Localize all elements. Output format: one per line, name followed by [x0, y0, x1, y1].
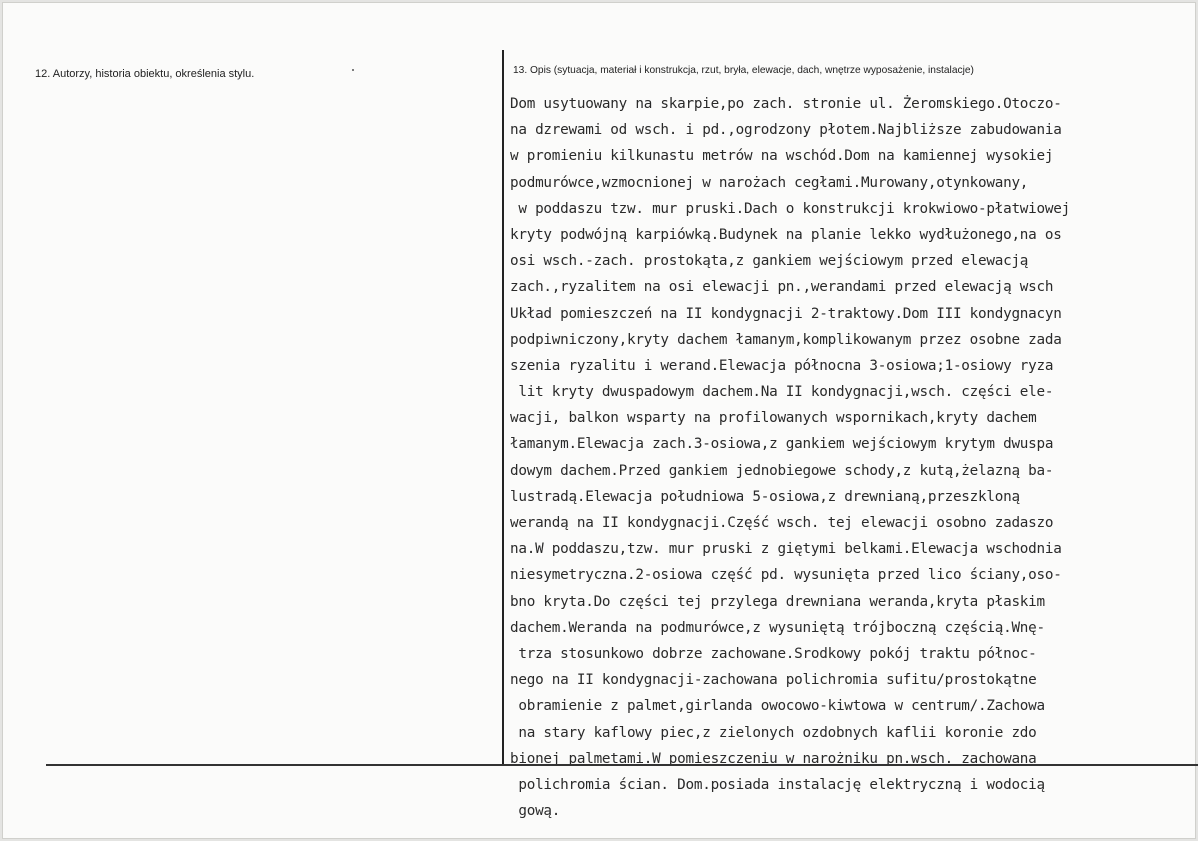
typed-line: na stary kaflowy piec,z zielonych ozdobnych kaflii koronie zdo	[510, 724, 1037, 741]
typed-line: kryty podwójną karpiówką.Budynek na planie lekko wydłużonego,na os	[510, 226, 1062, 243]
typed-line: obramienie z palmet,girlanda owocowo-kiwtowa w centrum/.Zachowa	[510, 698, 1045, 715]
typed-line: w promieniu kilkunastu metrów na wschód.Dom na kamiennej wysokiej	[510, 148, 1054, 165]
typed-line: Dom usytuowany na skarpie,po zach. stronie ul. Żeromskiego.Otoczo-	[510, 96, 1062, 112]
typed-line: lit kryty dwuspadowym dachem.Na II kondygnacji,wsch. części ele-	[510, 384, 1054, 401]
typed-line: polichromia ścian. Dom.posiada instalację elektryczną i wodocią	[510, 776, 1045, 793]
typed-line: bionej palmetami.W pomieszczeniu w narożniku pn.wsch. zachowana	[510, 750, 1037, 767]
typed-line: podmurówce,wzmocnionej w narożach cegłami.Murowany,otynkowany,	[510, 174, 1029, 191]
typed-line: lustradą.Elewacja południowa 5-osiowa,z drewnianą,przeszkloną	[510, 488, 1020, 505]
typed-line: łamanym.Elewacja zach.3-osiowa,z gankiem wejściowym krytym dwuspa	[510, 436, 1054, 453]
document-page	[2, 2, 1196, 839]
ink-speck	[352, 69, 354, 71]
typed-line: na.W poddaszu,tzw. mur pruski z giętymi belkami.Elewacja wschodnia	[510, 541, 1062, 558]
section-13-description	[510, 91, 1198, 824]
typed-line: trza stosunkowo dobrze zachowane.Srodkowy pokój traktu północ-	[510, 645, 1037, 662]
typed-line: wacji, balkon wsparty na profilowanych wspornikach,kryty dachem	[510, 410, 1037, 427]
typed-line: dowym dachem.Przed gankiem jednobiegowe schody,z kutą,żelazną ba-	[510, 462, 1054, 479]
column-divider	[502, 50, 504, 764]
bottom-rule	[46, 764, 1198, 766]
typed-line: nego na II kondygnacji-zachowana polichromia sufitu/prostokątne	[510, 672, 1037, 689]
typed-line: na dzrewami od wsch. i pd.,ogrodzony płotem.Najbliższe zabudowania	[510, 122, 1062, 139]
typed-line: szenia ryzalitu i werand.Elewacja północna 3-osiowa;1-osiowy ryza	[510, 357, 1054, 374]
typed-line: podpiwniczony,kryty dachem łamanym,komplikowanym przez osobne zada	[510, 331, 1062, 348]
typed-line: werandą na II kondygnacji.Część wsch. tej elewacji osobno zadaszo	[510, 515, 1054, 531]
section-12-heading: 12. Autorzy, historia obiektu, określenia stylu.	[35, 68, 255, 80]
typed-line: bno kryta.Do części tej przylega drewniana weranda,kryta płaskim	[510, 593, 1045, 610]
typed-line: Układ pomieszczeń na II kondygnacji 2-traktowy.Dom III kondygnacyn	[510, 305, 1062, 322]
section-13-heading: 13. Opis (sytuacja, materiał i konstrukcja, rzut, bryła, elewacje, dach, wnętrze wyposażenie, instalacje)	[513, 65, 974, 76]
typed-line: dachem.Weranda na podmurówce,z wysuniętą trójboczną częścią.Wnę-	[510, 619, 1045, 636]
typed-line: w poddaszu tzw. mur pruski.Dach o konstrukcji krokwiowo-płatwiowej	[510, 200, 1070, 217]
typed-line: niesymetryczna.2-osiowa część pd. wysunięta przed lico ściany,oso-	[510, 567, 1062, 584]
typed-line: zach.,ryzalitem na osi elewacji pn.,werandami przed elewacją wsch	[510, 279, 1054, 296]
typed-line: gową.	[510, 803, 561, 820]
typed-line: osi wsch.-zach. prostokąta,z gankiem wejściowym przed elewacją	[510, 253, 1029, 270]
